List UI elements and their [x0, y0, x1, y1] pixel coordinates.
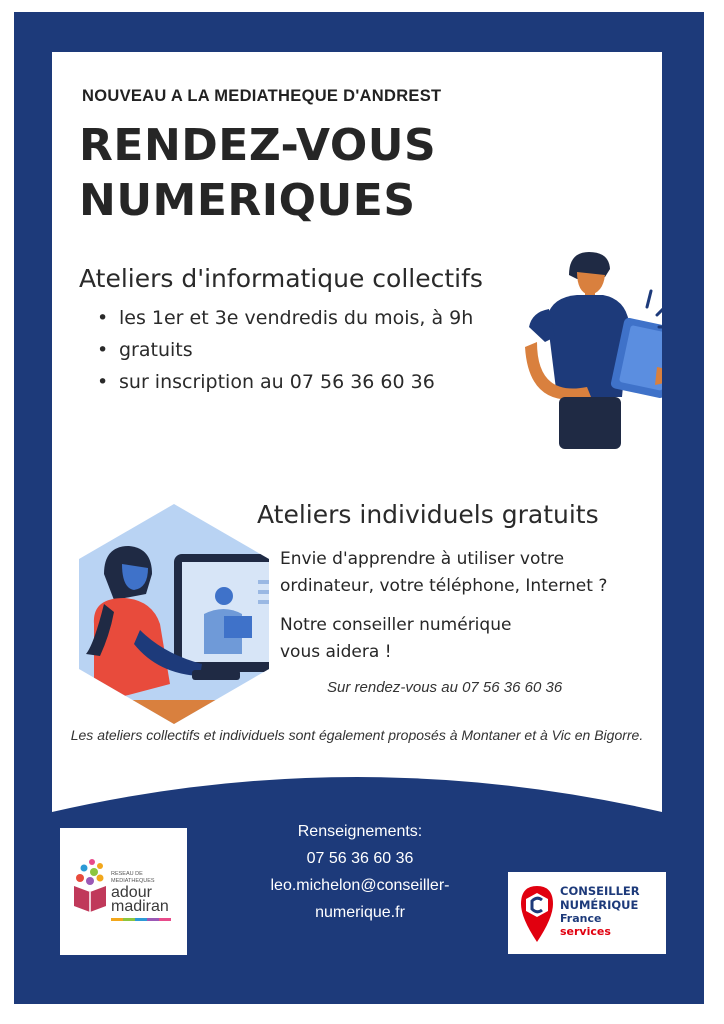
logo-brand: [560, 913, 611, 938]
poster-content: [52, 52, 662, 812]
paragraph-line: ordinateur, votre téléphone, Internet ?: [280, 576, 608, 596]
adour-madiran-logo: [60, 828, 187, 955]
collective-bullet-list: [97, 302, 473, 398]
bullet-item: • les 1er et 3e vendredis du mois, à 9h: [97, 302, 473, 334]
wave-divider: [52, 772, 662, 812]
appointment-text: Sur rendez-vous au 07 56 36 60 36: [327, 679, 563, 696]
logo-name-line: adour: [111, 884, 152, 901]
person-tablet-illustration: [507, 247, 662, 457]
logo-name: [111, 886, 169, 914]
locations-note: Les ateliers collectifs et individuels sont également proposés à Montaner et à Vic en Bigorre.: [70, 727, 644, 743]
collective-heading: Ateliers d'informatique collectifs: [79, 264, 483, 293]
contact-block: [230, 818, 490, 926]
individual-paragraph-1: [280, 546, 607, 600]
contact-email-line-2[interactable]: numerique.fr: [315, 904, 405, 921]
paragraph-line: vous aidera !: [280, 642, 392, 662]
title-line-1: RENDEZ-VOUS: [79, 120, 437, 171]
logo-title: [560, 884, 640, 912]
individual-paragraph-2: [280, 612, 511, 666]
logo-brand-line: France: [560, 912, 602, 925]
conseiller-numerique-logo: [508, 872, 666, 954]
adour-madiran-emblem-icon: [70, 856, 110, 916]
logo-title-line: NUMÉRIQUE: [560, 898, 639, 912]
contact-phone[interactable]: 07 56 36 60 36: [306, 850, 414, 867]
logo-brand-line: services: [560, 924, 611, 938]
logo-subtitle-line: MEDIATHEQUES: [111, 877, 155, 884]
logo-subtitle-line: RESEAU DE: [111, 871, 143, 877]
logo-subtitle: [111, 871, 155, 884]
contact-label: Renseignements:: [297, 823, 423, 840]
location-pin-icon: [520, 884, 554, 944]
title-line-2: NUMERIQUES: [79, 175, 416, 226]
kicker-text: NOUVEAU A LA MEDIATHEQUE D'ANDREST: [82, 87, 442, 105]
individual-heading: Ateliers individuels gratuits: [257, 500, 599, 529]
logo-name-line: madiran: [111, 898, 169, 915]
paragraph-line: Envie d'apprendre à utiliser votre: [280, 549, 565, 569]
poster-title: [79, 118, 436, 228]
contact-email-line-1[interactable]: leo.michelon@conseiller-: [270, 877, 450, 894]
logo-title-line: CONSEILLER: [560, 884, 640, 898]
paragraph-line: Notre conseiller numérique: [280, 615, 512, 635]
logo-color-stripe: [111, 918, 171, 921]
bullet-item: • sur inscription au 07 56 36 60 36: [97, 366, 473, 398]
bullet-item: • gratuits: [97, 334, 473, 366]
woman-computer-illustration: [74, 504, 274, 726]
